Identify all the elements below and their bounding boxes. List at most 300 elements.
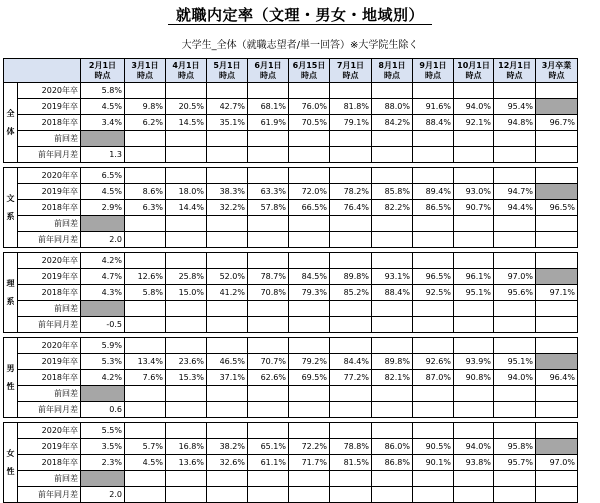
value-cell — [413, 487, 454, 503]
value-cell: 84.5% — [289, 269, 330, 285]
column-header-suffix: 時点 — [94, 70, 111, 80]
value-cell — [454, 386, 494, 402]
table-row — [4, 354, 578, 370]
column-header — [413, 59, 454, 83]
value-cell: 95.8% — [494, 439, 536, 455]
value-cell: 90.5% — [413, 439, 454, 455]
value-cell — [125, 131, 166, 147]
value-cell — [536, 83, 578, 99]
row-label: 2020年卒 — [18, 168, 81, 184]
value-cell — [413, 301, 454, 317]
value-cell — [536, 168, 578, 184]
column-header-suffix: 時点 — [425, 70, 441, 80]
table-row — [4, 83, 578, 99]
group-label-char: 文 — [6, 193, 15, 203]
value-cell — [413, 232, 454, 248]
value-cell — [494, 83, 536, 99]
row-label: 前年同月差 — [18, 147, 81, 163]
value-cell — [207, 83, 248, 99]
value-cell — [248, 131, 289, 147]
value-cell — [536, 487, 578, 503]
value-cell: 13.6% — [166, 455, 207, 471]
column-header-date: 6月15日 — [292, 60, 326, 70]
table-row — [4, 471, 578, 487]
value-cell — [330, 147, 372, 163]
value-cell — [207, 386, 248, 402]
row-label: 前年同月差 — [18, 317, 81, 333]
value-cell — [413, 338, 454, 354]
value-cell: 96.5% — [536, 200, 578, 216]
value-cell — [248, 168, 289, 184]
value-cell: 70.7% — [248, 354, 289, 370]
value-cell — [207, 216, 248, 232]
value-cell — [166, 131, 207, 147]
value-cell: 6.3% — [125, 200, 166, 216]
value-cell — [372, 487, 413, 503]
value-cell — [454, 471, 494, 487]
value-cell — [330, 216, 372, 232]
row-label: 2019年卒 — [18, 184, 81, 200]
value-cell: 81.5% — [330, 455, 372, 471]
column-header — [494, 59, 536, 83]
table-row — [4, 131, 578, 147]
value-cell: 7.6% — [125, 370, 166, 386]
value-cell — [330, 402, 372, 418]
row-label: 2019年卒 — [18, 439, 81, 455]
group-label-char: 体 — [6, 126, 15, 136]
column-header-suffix: 時点 — [137, 70, 153, 80]
value-cell: 4.2% — [81, 370, 125, 386]
value-cell — [289, 253, 330, 269]
header-corner — [4, 59, 81, 83]
value-cell — [248, 147, 289, 163]
column-header — [536, 59, 578, 83]
row-label: 2020年卒 — [18, 338, 81, 354]
value-cell: 4.5% — [125, 455, 166, 471]
table-row — [4, 168, 578, 184]
column-header-suffix: 時点 — [465, 70, 482, 80]
table-row — [4, 317, 578, 333]
table-row — [4, 147, 578, 163]
value-cell: 77.2% — [330, 370, 372, 386]
value-cell: 65.1% — [248, 439, 289, 455]
value-cell: 4.7% — [81, 269, 125, 285]
value-cell: -0.5 — [81, 317, 125, 333]
value-cell — [125, 487, 166, 503]
value-cell: 93.1% — [372, 269, 413, 285]
column-header-date: 8月1日 — [378, 60, 406, 70]
column-header-date: 6月1日 — [254, 60, 282, 70]
row-label: 前年同月差 — [18, 402, 81, 418]
value-cell: 84.2% — [372, 115, 413, 131]
group-label-char: 系 — [6, 296, 15, 306]
value-cell — [248, 386, 289, 402]
column-header — [330, 59, 372, 83]
value-cell: 12.6% — [125, 269, 166, 285]
value-cell: 78.7% — [248, 269, 289, 285]
value-cell: 2.3% — [81, 455, 125, 471]
group-label — [4, 338, 18, 418]
value-cell: 93.0% — [454, 184, 494, 200]
value-cell — [289, 402, 330, 418]
value-cell — [207, 131, 248, 147]
column-header-date: 4月1日 — [172, 60, 200, 70]
value-cell — [454, 317, 494, 333]
row-label: 前回差 — [18, 131, 81, 147]
value-cell — [413, 471, 454, 487]
value-cell — [330, 253, 372, 269]
value-cell: 92.5% — [413, 285, 454, 301]
value-cell — [454, 423, 494, 439]
value-cell: 4.5% — [81, 99, 125, 115]
value-cell — [330, 131, 372, 147]
value-cell: 90.8% — [454, 370, 494, 386]
value-cell — [289, 232, 330, 248]
column-header — [125, 59, 166, 83]
value-cell — [248, 487, 289, 503]
value-cell: 85.8% — [372, 184, 413, 200]
value-cell: 5.9% — [81, 338, 125, 354]
value-cell — [248, 253, 289, 269]
column-header — [289, 59, 330, 83]
value-cell: 88.4% — [372, 285, 413, 301]
row-label: 前回差 — [18, 386, 81, 402]
row-label: 2018年卒 — [18, 455, 81, 471]
value-cell — [494, 131, 536, 147]
value-cell — [248, 301, 289, 317]
value-cell — [413, 386, 454, 402]
value-cell — [413, 423, 454, 439]
row-label: 前回差 — [18, 216, 81, 232]
value-cell: 15.0% — [166, 285, 207, 301]
value-cell — [207, 402, 248, 418]
value-cell: 93.8% — [454, 455, 494, 471]
value-cell: 86.8% — [372, 455, 413, 471]
value-cell — [372, 386, 413, 402]
value-cell — [454, 216, 494, 232]
column-header-suffix: 時点 — [260, 70, 276, 80]
value-cell — [330, 487, 372, 503]
column-header-date: 7月1日 — [336, 60, 365, 70]
value-cell — [536, 338, 578, 354]
value-cell: 25.8% — [166, 269, 207, 285]
value-cell — [207, 487, 248, 503]
value-cell: 95.4% — [494, 99, 536, 115]
column-header — [454, 59, 494, 83]
value-cell — [289, 83, 330, 99]
column-header-date: 12月1日 — [498, 60, 531, 70]
value-cell — [207, 147, 248, 163]
shaded-cell — [81, 131, 125, 147]
value-cell — [166, 402, 207, 418]
value-cell: 5.7% — [125, 439, 166, 455]
value-cell: 5.8% — [81, 83, 125, 99]
value-cell: 32.2% — [207, 200, 248, 216]
value-cell: 81.8% — [330, 99, 372, 115]
value-cell: 61.9% — [248, 115, 289, 131]
group-label — [4, 253, 18, 333]
group-label — [4, 423, 18, 503]
value-cell: 1.3 — [81, 147, 125, 163]
column-header — [248, 59, 289, 83]
value-cell — [372, 471, 413, 487]
row-label: 2020年卒 — [18, 253, 81, 269]
value-cell — [536, 471, 578, 487]
value-cell — [207, 168, 248, 184]
value-cell — [166, 487, 207, 503]
value-cell: 2.0 — [81, 487, 125, 503]
value-cell — [454, 147, 494, 163]
value-cell: 6.2% — [125, 115, 166, 131]
value-cell: 92.6% — [413, 354, 454, 370]
value-cell: 86.0% — [372, 439, 413, 455]
value-cell: 2.0 — [81, 232, 125, 248]
value-cell — [289, 386, 330, 402]
value-cell: 97.0% — [536, 455, 578, 471]
value-cell — [330, 423, 372, 439]
value-cell — [536, 402, 578, 418]
table-row — [4, 232, 578, 248]
value-cell — [372, 168, 413, 184]
value-cell — [372, 402, 413, 418]
value-cell: 57.8% — [248, 200, 289, 216]
value-cell: 79.2% — [289, 354, 330, 370]
value-cell: 38.2% — [207, 439, 248, 455]
value-cell — [372, 232, 413, 248]
value-cell — [125, 168, 166, 184]
value-cell: 94.0% — [454, 99, 494, 115]
value-cell — [166, 147, 207, 163]
row-label: 2020年卒 — [18, 423, 81, 439]
value-cell — [413, 131, 454, 147]
value-cell — [494, 386, 536, 402]
table-row — [4, 253, 578, 269]
value-cell — [454, 301, 494, 317]
value-cell — [454, 487, 494, 503]
group-label — [4, 168, 18, 248]
value-cell: 66.5% — [289, 200, 330, 216]
value-cell — [494, 216, 536, 232]
value-cell: 96.7% — [536, 115, 578, 131]
value-cell — [125, 402, 166, 418]
value-cell: 6.5% — [81, 168, 125, 184]
column-header-suffix: 時点 — [384, 70, 400, 80]
value-cell — [536, 301, 578, 317]
page-title: 就職内定率（文理・男女・地域別） — [175, 6, 424, 24]
value-cell — [413, 402, 454, 418]
column-header-date: 10月1日 — [457, 60, 490, 70]
value-cell — [207, 232, 248, 248]
row-label: 2018年卒 — [18, 115, 81, 131]
table-row — [4, 338, 578, 354]
table-row — [4, 423, 578, 439]
title-underline — [168, 24, 432, 25]
value-cell: 91.6% — [413, 99, 454, 115]
group-label-char: 理 — [6, 278, 15, 288]
value-cell: 78.8% — [330, 439, 372, 455]
value-cell — [289, 338, 330, 354]
value-cell — [494, 168, 536, 184]
value-cell — [413, 83, 454, 99]
table-row — [4, 216, 578, 232]
value-cell — [248, 317, 289, 333]
value-cell — [536, 423, 578, 439]
shaded-cell — [81, 386, 125, 402]
value-cell — [289, 317, 330, 333]
value-cell: 62.6% — [248, 370, 289, 386]
row-label: 前回差 — [18, 301, 81, 317]
value-cell: 82.2% — [372, 200, 413, 216]
value-cell — [125, 83, 166, 99]
table-row — [4, 269, 578, 285]
value-cell: 52.0% — [207, 269, 248, 285]
value-cell — [536, 253, 578, 269]
value-cell — [248, 402, 289, 418]
column-header — [207, 59, 248, 83]
value-cell — [454, 338, 494, 354]
value-cell — [536, 216, 578, 232]
value-cell — [372, 147, 413, 163]
column-header-suffix: 時点 — [301, 70, 317, 80]
value-cell: 95.7% — [494, 455, 536, 471]
value-cell: 38.3% — [207, 184, 248, 200]
row-label: 2020年卒 — [18, 83, 81, 99]
value-cell — [454, 131, 494, 147]
value-cell — [207, 301, 248, 317]
value-cell — [207, 423, 248, 439]
column-header-date: 3月1日 — [131, 60, 159, 70]
value-cell — [289, 301, 330, 317]
value-cell — [536, 386, 578, 402]
group-label-char: 系 — [6, 211, 15, 221]
table-row — [4, 487, 578, 503]
table-row — [4, 402, 578, 418]
value-cell: 97.1% — [536, 285, 578, 301]
value-cell — [330, 301, 372, 317]
row-label: 2019年卒 — [18, 99, 81, 115]
value-cell — [536, 232, 578, 248]
value-cell: 23.6% — [166, 354, 207, 370]
value-cell — [330, 317, 372, 333]
value-cell — [330, 232, 372, 248]
value-cell — [494, 471, 536, 487]
value-cell — [125, 317, 166, 333]
column-header-suffix: 時点 — [219, 70, 235, 80]
value-cell — [207, 338, 248, 354]
value-cell — [372, 131, 413, 147]
value-cell: 85.2% — [330, 285, 372, 301]
table-row — [4, 455, 578, 471]
value-cell — [494, 317, 536, 333]
group-label — [4, 83, 18, 163]
value-cell — [125, 301, 166, 317]
value-cell: 14.5% — [166, 115, 207, 131]
value-cell — [372, 317, 413, 333]
value-cell — [125, 338, 166, 354]
value-cell: 92.1% — [454, 115, 494, 131]
value-cell — [413, 216, 454, 232]
value-cell — [166, 386, 207, 402]
shaded-cell — [536, 269, 578, 285]
value-cell — [166, 471, 207, 487]
value-cell: 37.1% — [207, 370, 248, 386]
value-cell — [536, 131, 578, 147]
value-cell: 16.8% — [166, 439, 207, 455]
value-cell: 3.4% — [81, 115, 125, 131]
value-cell — [330, 471, 372, 487]
value-cell — [207, 253, 248, 269]
value-cell — [494, 402, 536, 418]
value-cell — [248, 216, 289, 232]
table-row — [4, 439, 578, 455]
value-cell: 89.8% — [372, 354, 413, 370]
column-header — [81, 59, 125, 83]
value-cell: 35.1% — [207, 115, 248, 131]
value-cell: 97.0% — [494, 269, 536, 285]
shaded-cell — [81, 301, 125, 317]
value-cell — [372, 338, 413, 354]
value-cell: 94.0% — [454, 439, 494, 455]
value-cell — [289, 487, 330, 503]
table-row — [4, 370, 578, 386]
value-cell: 93.9% — [454, 354, 494, 370]
column-header-suffix: 時点 — [178, 70, 194, 80]
value-cell: 90.1% — [413, 455, 454, 471]
value-cell — [413, 147, 454, 163]
value-cell — [207, 471, 248, 487]
value-cell: 32.6% — [207, 455, 248, 471]
value-cell: 94.8% — [494, 115, 536, 131]
value-cell: 78.2% — [330, 184, 372, 200]
value-cell: 18.0% — [166, 184, 207, 200]
value-cell: 9.8% — [125, 99, 166, 115]
group-label-char: 女 — [6, 448, 15, 458]
value-cell — [494, 232, 536, 248]
value-cell — [166, 83, 207, 99]
value-cell: 82.1% — [372, 370, 413, 386]
value-cell — [536, 147, 578, 163]
group-label-char: 性 — [6, 381, 15, 391]
table-row — [4, 99, 578, 115]
value-cell — [413, 253, 454, 269]
value-cell: 90.7% — [454, 200, 494, 216]
row-label: 2018年卒 — [18, 285, 81, 301]
value-cell: 89.4% — [413, 184, 454, 200]
value-cell — [125, 386, 166, 402]
shaded-cell — [81, 216, 125, 232]
page-subtitle: 大学生_全体（就職志望者/単一回答）※大学院生除く — [181, 40, 419, 51]
value-cell: 88.0% — [372, 99, 413, 115]
group-label-char: 男 — [6, 363, 15, 373]
column-header-date: 5月1日 — [213, 60, 241, 70]
value-cell: 95.1% — [494, 354, 536, 370]
column-header — [166, 59, 207, 83]
value-cell: 79.3% — [289, 285, 330, 301]
value-cell: 4.5% — [81, 184, 125, 200]
value-cell: 0.6 — [81, 402, 125, 418]
value-cell — [413, 168, 454, 184]
value-cell: 79.1% — [330, 115, 372, 131]
value-cell — [289, 423, 330, 439]
column-header-date: 2月1日 — [88, 60, 117, 70]
value-cell: 2.9% — [81, 200, 125, 216]
value-cell — [166, 232, 207, 248]
value-cell — [494, 253, 536, 269]
value-cell: 71.7% — [289, 455, 330, 471]
value-cell: 72.2% — [289, 439, 330, 455]
value-cell: 42.7% — [207, 99, 248, 115]
value-cell: 96.5% — [413, 269, 454, 285]
